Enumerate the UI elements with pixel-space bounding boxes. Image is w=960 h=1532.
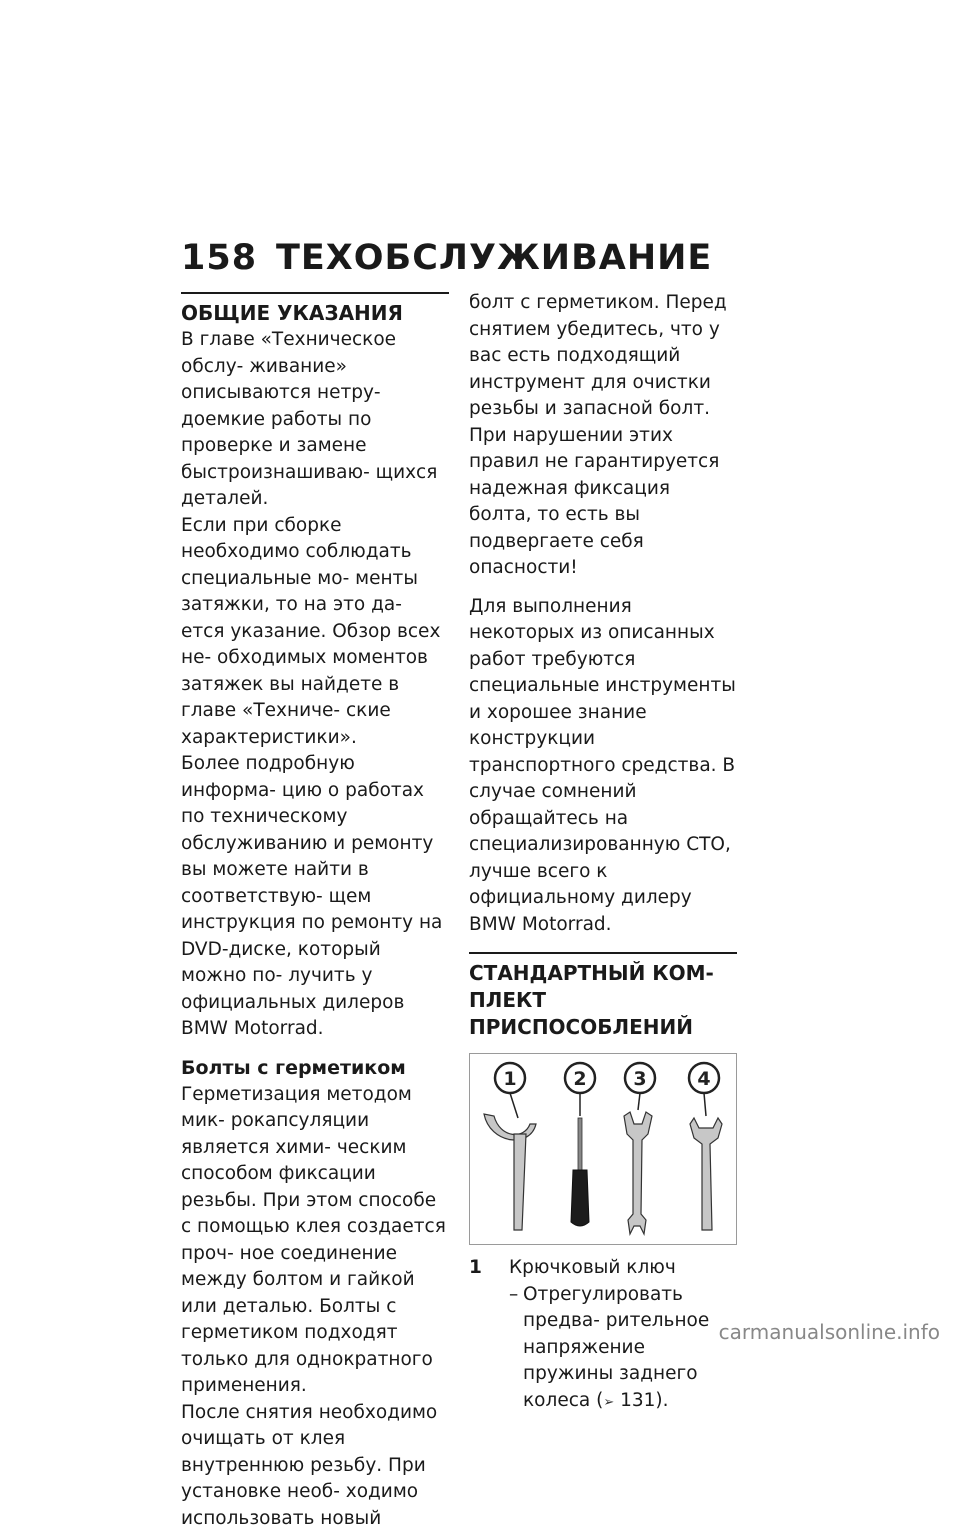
legend-subitem: [469, 1282, 737, 1417]
page-header: [181, 238, 712, 278]
arrow-right-icon: ➢: [603, 1395, 614, 1410]
hook-wrench-icon: [484, 1114, 536, 1230]
legend-label: Крючковый ключ: [509, 1255, 676, 1282]
paragraph: болт с герметиком. Перед снятием убедитесь, что у вас есть подходящий инструмент для очистки резьбы и запасной болт. При нарушении этих правил не гарантируется надежная фиксация болта, то есть вы подвергаете себя опасности!: [469, 290, 737, 582]
legend-subitem-text: Отрегулировать предва- рительное напряжение пружины заднего колеса (➢ 131).: [523, 1282, 737, 1417]
toolkit-figure: [469, 1053, 737, 1245]
section-divider: [181, 292, 449, 294]
callout-label: 2: [573, 1068, 586, 1090]
paragraph: В главе «Техническое обслу- живание» описываются нетру- доемкие работы по проверке и замене быстроизнашиваю- щихся деталей.: [181, 327, 449, 513]
callout-2: [565, 1063, 595, 1116]
callout-4: [689, 1063, 719, 1116]
open-end-wrench-icon: [624, 1112, 652, 1234]
page-number: 158: [181, 238, 276, 278]
callout-label: 1: [503, 1068, 516, 1090]
legend-item: [469, 1255, 737, 1282]
chapter-title: ТЕХОБСЛУЖИВАНИЕ: [276, 238, 712, 278]
callout-3: [625, 1063, 655, 1110]
callout-label: 3: [633, 1068, 646, 1090]
right-column: [469, 292, 737, 1416]
watermark: carmanualsonline.info: [719, 1320, 940, 1344]
dash: –: [509, 1282, 523, 1417]
paragraph: После снятия необходимо очищать от клея внутреннюю резьбу. При установке необ- ходимо использовать новый: [181, 1400, 449, 1532]
paragraph: Если при сборке необходимо соблюдать специальные мо- менты затяжки, то на это да- ется указание. Обзор всех не- обходимых моментов затяжек вы найдете в главе «Техниче- ские характеристики».: [181, 513, 449, 752]
paragraph: Герметизация методом мик- рокапсуляции является хими- ческим способом фиксации резьбы. При этом способе с помощью клея создается проч- ное соединение между болтом и гайкой или деталью. Болты с герметиком подходят только для однократного применения.: [181, 1082, 449, 1400]
subsection-title-bolts: Болты с герметиком: [181, 1055, 449, 1082]
toolkit-section: [469, 952, 737, 1416]
toolkit-illustration: [470, 1054, 736, 1244]
section-title-toolkit: СТАНДАРТНЫЙ КОМ- ПЛЕКТ ПРИСПОСОБЛЕНИЙ: [469, 960, 737, 1041]
legend-number: 1: [469, 1255, 509, 1282]
callout-1: [495, 1063, 525, 1118]
paragraph: Для выполнения некоторых из описанных работ требуются специальные инструменты и хорошее знание конструкции транспортного средства. В случае сомнений обращайтесь на специализированную СТО, лучше всего к официальному дилеру BMW Motorrad.: [469, 594, 737, 939]
left-column: [181, 292, 449, 1532]
page-reference[interactable]: (➢ 131).: [596, 1390, 668, 1411]
screwdriver-icon: [571, 1118, 589, 1226]
spanner-icon: [690, 1118, 722, 1230]
callout-label: 4: [697, 1068, 710, 1090]
section-title-general: ОБЩИЕ УКАЗАНИЯ: [181, 300, 449, 327]
figure-legend: [469, 1255, 737, 1416]
paragraph: Более подробную информа- цию о работах по техническому обслуживанию и ремонту вы можете найти в соответствую- щем инструкция по ремонту на DVD-диске, который можно по- лучить у официальных дилеров BMW Motorrad.: [181, 751, 449, 1043]
section-divider: [469, 952, 737, 954]
